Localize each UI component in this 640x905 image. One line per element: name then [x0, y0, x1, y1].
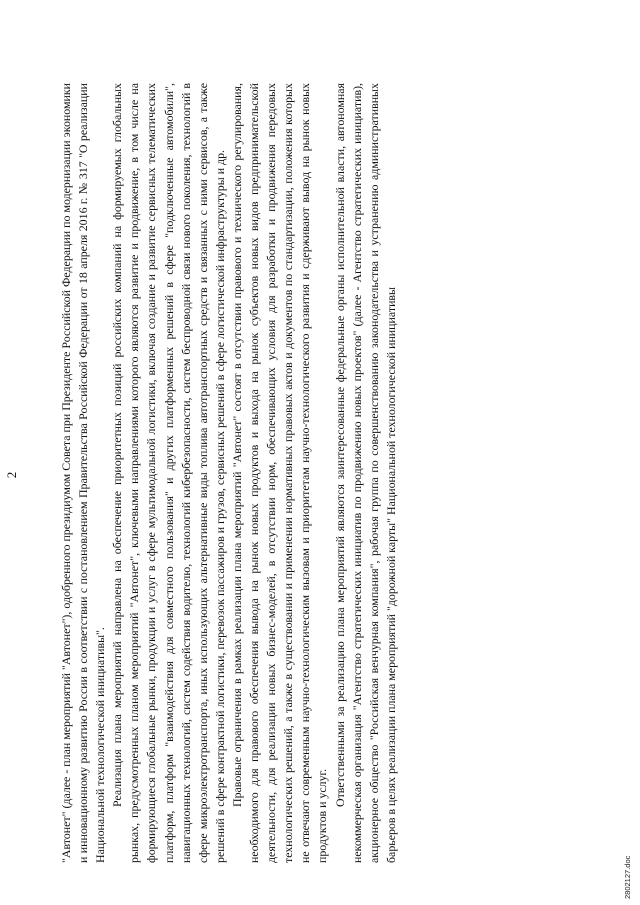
body-text: [58, 83, 400, 863]
rotated-content: [0, 45, 640, 905]
page-number: 2: [4, 471, 19, 479]
paragraph: Реализация плана мероприятий направлена на обеспечение приоритетных позиций российских компаний на формируемых глобальных рынках, предусмотренных планом мероприятий "Автонет", ключевыми направлениями которого являются развитие и продвижение, в том числе на формирующиеся глобальные рынки, продукции и услуг в сфере мультимодальной логистики, включая создание и развитие сервисных телематических платформ, платформ "взаимодействия для совместного пользования" и других платформенных решений в сфере "подключенные автомобили", навигационных технологий, систем содействия водителю, технологий кибербезопасности, систем беспроводной связи нового поколения, технологий в сфере микроэлектротранспорта, иных использующих альтернативные виды топлива автотранспортных средств и связанных с ними сервисов, а также решений в сфере контрактной логистики, перевозок пассажиров и грузов, сервисных решений в сфере логистической инфраструктуры и др.: [110, 83, 227, 863]
paragraph: "Автонет" (далее - план мероприятий "Автонет"), одобренного президиумом Совета при Президенте Российской Федерации по модернизации экономики и инновационному развитию России в соответствии с постановлением Правительства Российской Федерации от 18 апреля 2016 г. № 317 "О реализации Национальной технологической инициативы".: [59, 83, 108, 863]
paragraph: Ответственными за реализацию плана мероприятий являются заинтересованные федеральные органы исполнительной власти, автономная некоммерческая организация "Агентство стратегических инициатив по продвижению новых проектов" (далее - Агентство стратегических инициатив), акционерное общество "Российская венчурная компания", рабочая группа по совершенствованию законодательства и устранению административных барьеров в целях реализации плана мероприятий "дорожной карты" Национальной технологической инициативы: [332, 83, 398, 863]
paragraph: Правовые ограничения в рамках реализации плана мероприятий "Автонет" состоят в отсутствии правового и технического регулирования, необходимого для правового обеспечения вывода на рынок новых продуктов и выхода на рынок субъектов новых видов предпринимательской деятельности, для реализации новых бизнес-моделей, в отсутствии норм, обеспечивающих условия для разработки и продвижения передовых технологических решений, а также в существовании и применении нормативных правовых актов и документов по стандартизации, положения которых не отвечают современным научно-технологическим вызовам и приоритетам научно-технологического развития и сдерживают вывод на рынок новых продуктов и услуг.: [229, 83, 330, 863]
document-code: 2802127.doc: [623, 855, 632, 899]
